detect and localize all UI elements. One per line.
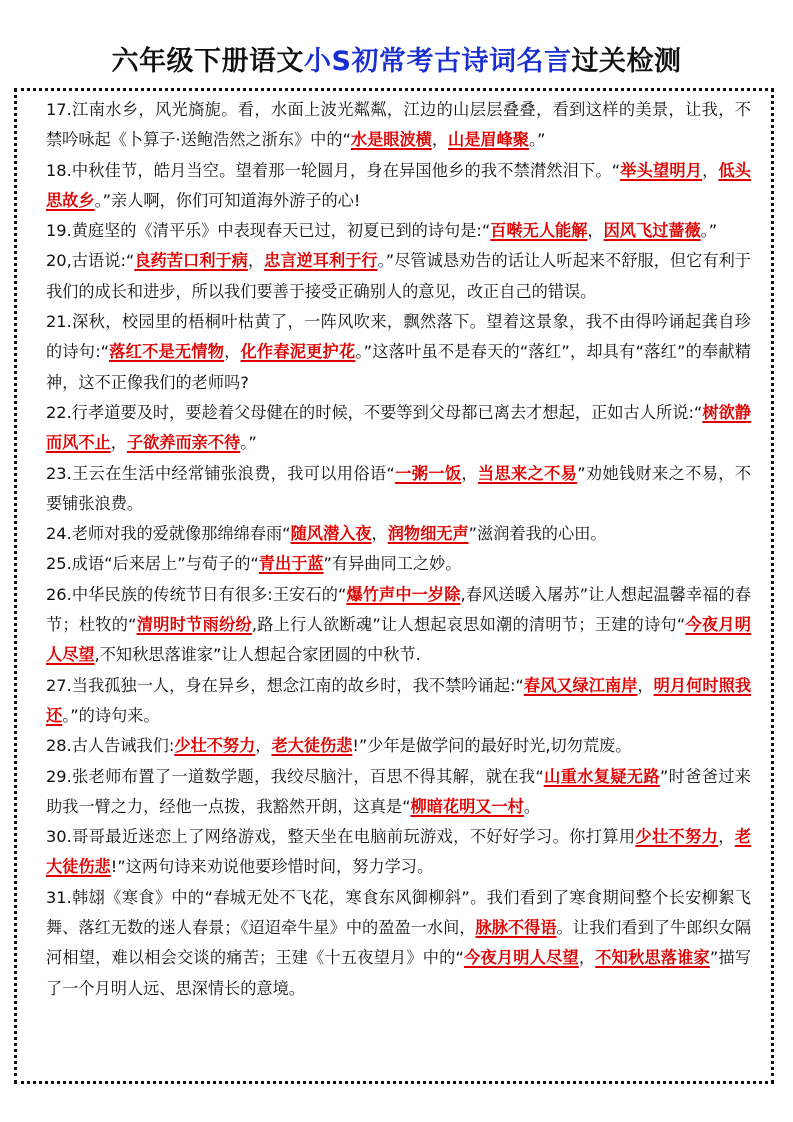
question-text: 。”	[700, 221, 718, 241]
answer-text: 今夜月明人尽望	[46, 615, 751, 665]
answer-text: 青出于蓝	[258, 554, 324, 574]
question-item	[46, 883, 751, 1004]
question-text: 25.成语“后来居上”与荀子的“	[46, 554, 259, 574]
question-text: 23.王云在生活中经常铺张浪费，我可以用俗语“	[46, 463, 395, 483]
answer-text: 因风飞过蔷薇	[603, 221, 701, 241]
question-text: ，	[110, 433, 127, 453]
question-item	[46, 549, 751, 579]
question-text: ，	[718, 827, 735, 847]
question-text: 。让我们看到了牛郎织女隔河相望，难以相会交谈的痛苦；王建《十五夜望月》中的“	[46, 918, 752, 968]
answer-text: 落红不是无情物	[109, 342, 225, 362]
answer-text: 山是眉峰聚	[448, 130, 529, 150]
answer-text: 当思来之不易	[477, 463, 578, 483]
question-text: 。”尽管诚恳劝告的话让人听起来不舒服，但它有利于我们的成长和进步，所以我们要善于接受正确别人的意见，改正自己的错误。	[46, 251, 751, 301]
question-text: 24.老师对我的爱就像那绵绵春雨“	[46, 524, 291, 544]
question-text: ，	[637, 675, 654, 695]
question-text: !”少年是做学问的最好时光,切勿荒废。	[352, 736, 632, 756]
title-prefix: 六年级下册语文	[111, 46, 305, 77]
question-text: ，	[224, 342, 241, 362]
question-text: 。”亲人啊，你们可知道海外游子的心!	[94, 190, 361, 210]
answer-text: 老大徒伤悲	[46, 827, 752, 877]
question-item	[46, 459, 751, 520]
question-text: ,春风送暖入屠苏”让人想起温馨幸福的春节；杜牧的“	[46, 584, 751, 635]
question-text: 21.深秋，校园里的梧桐叶枯黄了，一阵风吹来，飘然落下。望着这景象，我不由得吟诵起龚自珍的诗句:“	[46, 312, 751, 362]
question-text: ，	[702, 160, 719, 180]
answer-text: 良药苦口利于病	[134, 251, 248, 271]
question-item	[46, 156, 751, 217]
answer-text: 清明时节雨纷纷	[136, 615, 252, 635]
question-item	[46, 246, 751, 307]
answer-text: 爆竹声中一岁除	[346, 584, 461, 604]
question-text: ”滋润着我的心田。	[468, 524, 607, 544]
question-item	[46, 398, 751, 459]
question-text: ”劝她钱财来之不易，不要铺张浪费。	[46, 463, 752, 513]
title-highlight: 小S初常考古诗词名言	[304, 46, 572, 77]
answer-text: 百啭无人能解	[490, 221, 588, 241]
answer-text: 不知秋思落谁家	[595, 948, 710, 968]
question-item	[46, 731, 751, 761]
answer-text: 润物细无声	[387, 524, 469, 544]
question-text: 。”这落叶虽不是春天的“落红”，却具有“落红”的奉献精神，这不正像我们的老师吗?	[46, 342, 751, 392]
question-text: ”描写了一个月明人远、思深情长的意境。	[46, 948, 752, 998]
page-title	[0, 44, 793, 80]
question-text: ，	[431, 130, 449, 150]
answer-text: 春风又绿江南岸	[523, 675, 638, 695]
question-text: 19.黄庭坚的《清平乐》中表现春天已过，初夏已到的诗句是:“	[46, 221, 491, 241]
question-item	[46, 822, 751, 883]
answer-text: 举头望明月	[620, 160, 703, 180]
answer-text: 脉脉不得语	[475, 918, 557, 938]
answer-text: 低头思故乡	[46, 160, 751, 210]
question-text: ，	[587, 221, 604, 241]
question-text: 。	[523, 796, 541, 816]
answer-text: 山重水复疑无路	[543, 766, 660, 786]
question-list	[46, 95, 751, 1004]
question-text: ，	[255, 736, 272, 756]
question-item	[46, 216, 751, 246]
question-item	[46, 762, 751, 823]
question-text: 28.古人告诫我们:	[46, 736, 175, 756]
answer-text: 水是眼波横	[350, 130, 432, 150]
question-text: ，	[461, 463, 478, 483]
question-text: ”有异曲同工之妙。	[323, 554, 462, 574]
question-item	[46, 580, 751, 671]
answer-text: 老大徒伤悲	[271, 736, 353, 756]
question-text: ，	[247, 251, 265, 271]
question-text: 30.哥哥最近迷恋上了网络游戏，整天坐在电脑前玩游戏，不好好学习。你打算用	[46, 827, 636, 847]
answer-text: 子欲养而亲不待	[126, 433, 241, 453]
answer-text: 少壮不努力	[635, 827, 719, 847]
question-item	[46, 95, 751, 156]
question-text: 18.中秋佳节，皓月当空。望着那一轮圆月，身在异国他乡的我不禁潸然泪下。“	[46, 160, 621, 180]
answer-text: 随风潜入夜	[290, 524, 372, 544]
answer-text: 少壮不努力	[174, 736, 256, 756]
answer-text: 化作春泥更护花	[240, 342, 356, 362]
question-text: 29.张老师布置了一道数学题，我绞尽脑汁，百思不得其解，就在我“	[46, 766, 544, 786]
question-text: ,路上行人欲断魂”让人想起哀思如潮的清明节；王建的诗句“	[251, 615, 686, 635]
answer-text: 树欲静而风不止	[46, 402, 751, 453]
question-text: 。”	[528, 130, 546, 150]
question-text: 20,古语说:“	[46, 251, 135, 271]
question-item	[46, 671, 751, 732]
question-text: ”时爸爸过来助我一臂之力，经他一点拨，我豁然开朗，这真是“	[46, 766, 751, 816]
answer-text: 明月何时照我还	[46, 675, 752, 725]
question-text: ,不知秋思落谁家”让人想起合家团圆的中秋节.	[94, 645, 421, 665]
answer-text: 柳暗花明又一村	[410, 796, 524, 816]
question-item	[46, 307, 751, 398]
question-text: 17.江南水乡，风光旖旎。看，水面上波光粼粼，江边的山层层叠叠，看到这样的美景，让我，不禁吟咏起《卜算子·送鲍浩然之浙东》中的“	[46, 100, 751, 150]
answer-text: 忠言逆耳利于行	[264, 251, 378, 271]
question-text: 26.中华民族的传统节日有很多:王安石的“	[46, 584, 347, 604]
question-item	[46, 519, 751, 549]
answer-text: 今夜月明人尽望	[463, 948, 579, 968]
question-text: ，	[371, 524, 388, 544]
question-text: 27.当我孤独一人，身在异乡，想念江南的故乡时，我不禁吟诵起:“	[46, 675, 524, 695]
question-text: 31.韩翃《寒食》中的“春城无处不飞花，寒食东风御柳斜”。我们看到了寒食期间整个长安柳絮飞舞、落红无数的迷人春景；《迢迢牵牛星》中的盈盈一水间，	[46, 887, 751, 938]
answer-text: 一粥一饭	[394, 463, 462, 483]
question-text: ，	[578, 948, 596, 968]
question-text: 22.行孝道要及时，要趁着父母健在的时候，不要等到父母都已离去才想起，正如古人所说:“	[46, 402, 703, 422]
question-text: 。”	[240, 433, 257, 453]
question-text: !”这两句诗来劝说他要珍惜时间，努力学习。	[110, 857, 434, 877]
title-suffix: 过关检测	[571, 46, 682, 77]
question-text: 。”的诗句来。	[62, 705, 160, 725]
